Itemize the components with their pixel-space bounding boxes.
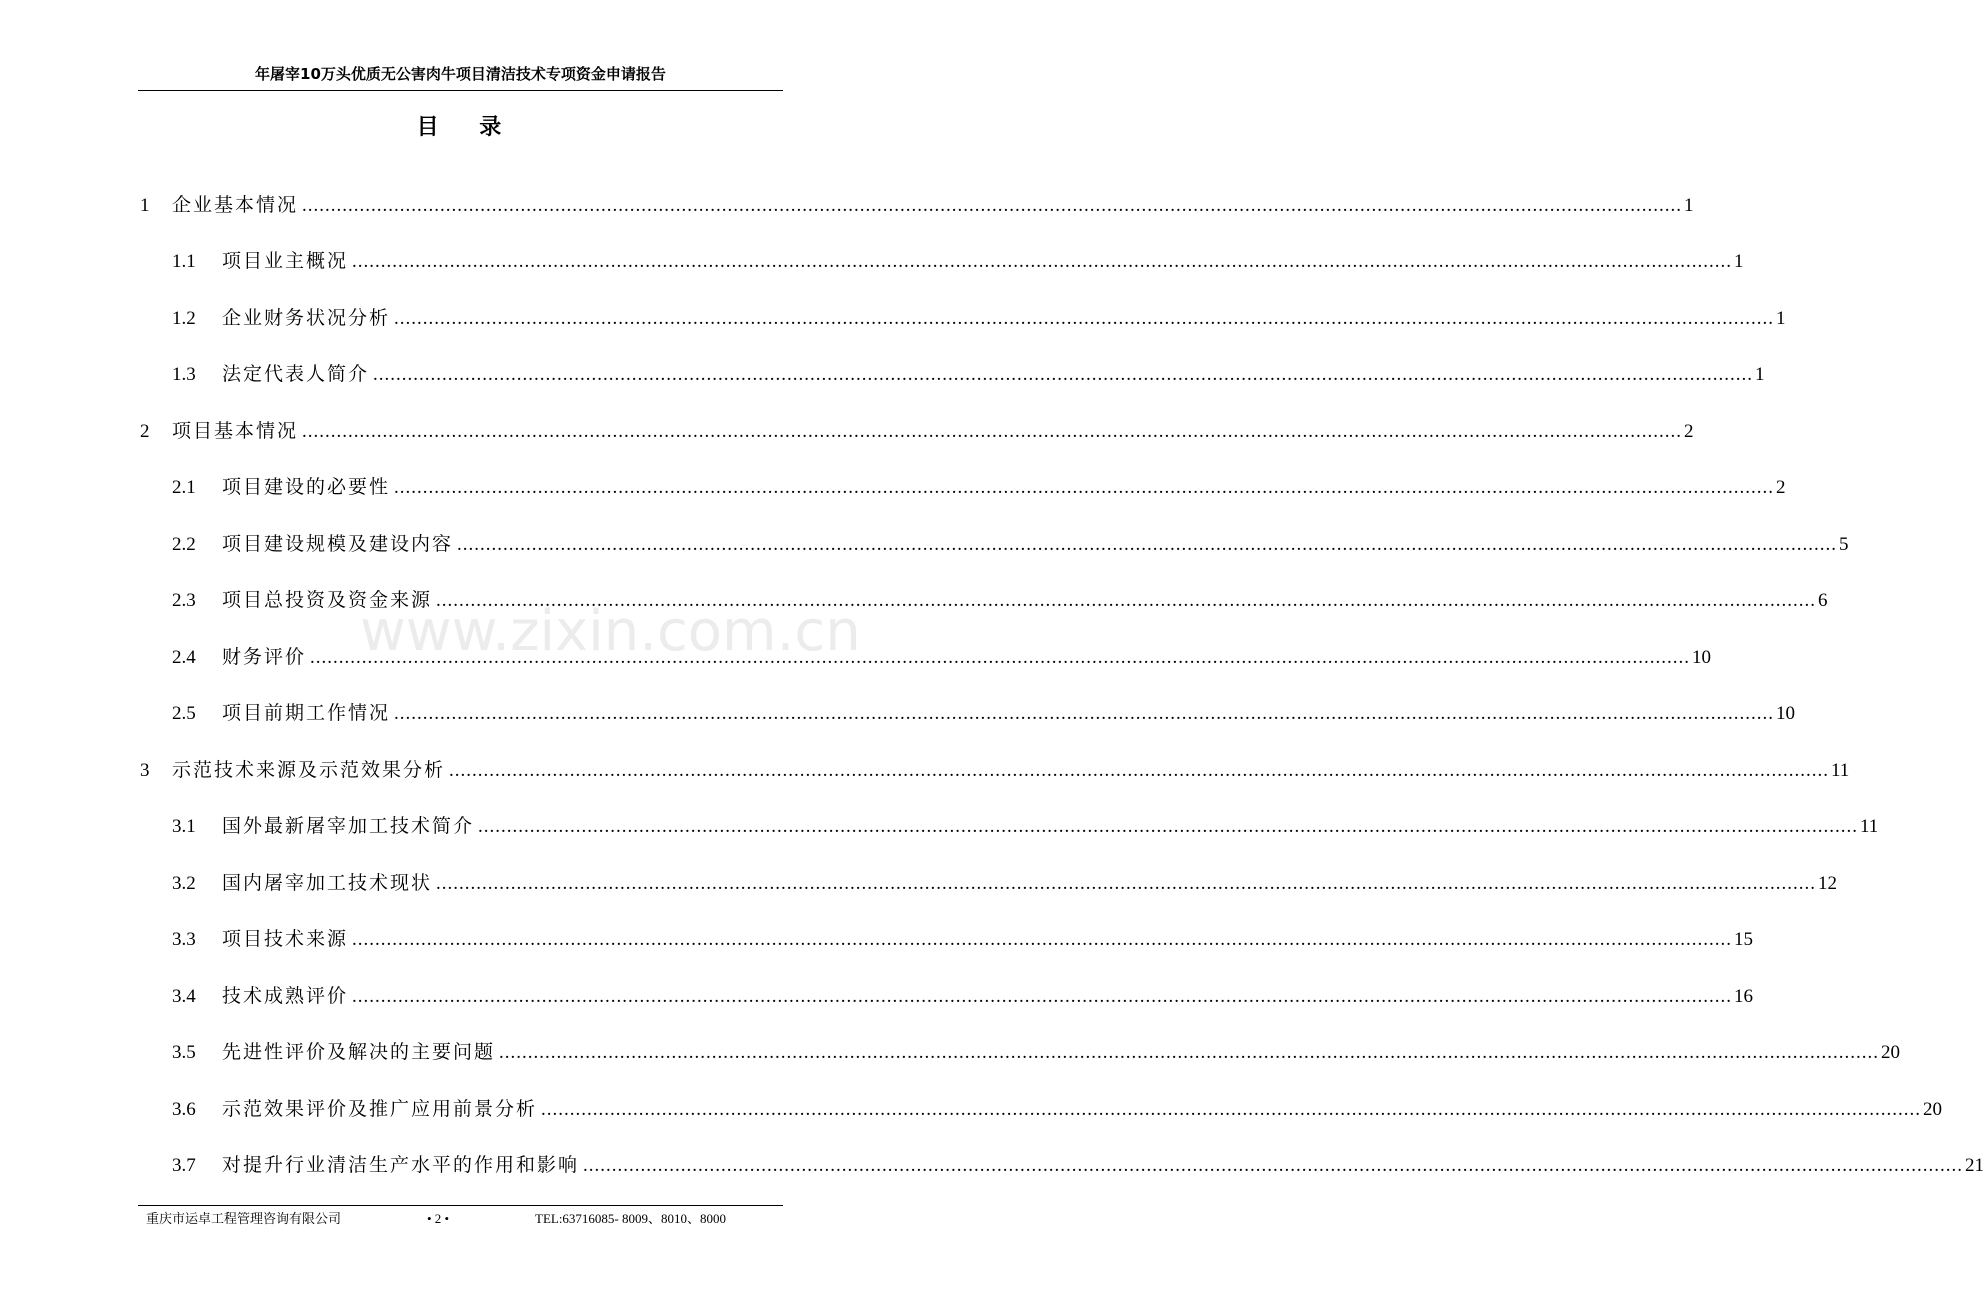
toc-entry-page: 21 xyxy=(1965,1155,1984,1176)
toc-title: 目 录 xyxy=(416,115,504,140)
toc-entry[interactable] xyxy=(172,922,1754,956)
toc-entry-number: 3 xyxy=(140,760,150,781)
toc-entry-page: 20 xyxy=(1881,1042,1901,1063)
toc-leader-dots: ................................................................................................................................................................................................................................................ xyxy=(499,1042,1880,1063)
toc-leader-dots: ................................................................................................................................................................................................................................................ xyxy=(352,929,1733,950)
toc-entry-page: 20 xyxy=(1923,1099,1943,1120)
toc-entry-page: 16 xyxy=(1734,986,1754,1007)
toc-entry-title: 对提升行业清洁生产水平的作用和影响 xyxy=(222,1154,580,1176)
toc-entry[interactable] xyxy=(172,583,1828,617)
toc-entry[interactable] xyxy=(172,640,1712,674)
toc-entry-page: 2 xyxy=(1776,477,1786,498)
toc-entry-title: 法定代表人简介 xyxy=(222,363,370,385)
toc-leader-dots: ................................................................................................................................................................................................................................................ xyxy=(302,195,1683,216)
toc-entry[interactable] xyxy=(172,527,1849,561)
toc-leader-dots: ................................................................................................................................................................................................................................................ xyxy=(436,873,1817,894)
toc-entry-title: 国外最新屠宰加工技术简介 xyxy=(222,815,475,837)
toc-entry[interactable] xyxy=(172,1092,1943,1126)
toc-entry-page: 1 xyxy=(1684,195,1694,216)
toc-leader-dots: ................................................................................................................................................................................................................................................ xyxy=(310,647,1691,668)
toc-entry[interactable] xyxy=(172,979,1754,1013)
toc-entry[interactable] xyxy=(172,696,1796,730)
toc-entry-title: 项目前期工作情况 xyxy=(222,702,391,724)
toc-entry-number: 3.2 xyxy=(172,873,196,894)
toc-entry[interactable] xyxy=(172,470,1786,504)
toc-entry-page: 2 xyxy=(1684,421,1694,442)
header-title: 年屠宰10万头优质无公害肉牛项目清洁技术专项资金申请报告 xyxy=(255,65,666,83)
toc-leader-dots: ................................................................................................................................................................................................................................................ xyxy=(394,703,1775,724)
toc-leader-dots: ................................................................................................................................................................................................................................................ xyxy=(394,477,1775,498)
toc-leader-dots: ................................................................................................................................................................................................................................................ xyxy=(478,816,1859,837)
footer-company: 重庆市运卓工程管理咨询有限公司 xyxy=(146,1211,342,1226)
toc-entry-page: 11 xyxy=(1860,816,1879,837)
toc-entry-title: 先进性评价及解决的主要问题 xyxy=(222,1041,496,1063)
toc-entry-title: 国内屠宰加工技术现状 xyxy=(222,872,433,894)
toc-leader-dots: ................................................................................................................................................................................................................................................ xyxy=(583,1155,1964,1176)
toc-entry-title: 项目建设规模及建设内容 xyxy=(222,533,454,555)
page-header xyxy=(138,62,783,91)
toc-entry-title: 项目基本情况 xyxy=(172,420,299,442)
toc-entry[interactable] xyxy=(172,244,1744,278)
toc-entry[interactable] xyxy=(172,809,1879,843)
page-footer xyxy=(138,1205,783,1232)
toc-entry-title: 企业基本情况 xyxy=(172,194,299,216)
toc-entry-title: 项目技术来源 xyxy=(222,928,349,950)
footer-page-number: • 2 • xyxy=(427,1211,450,1226)
toc-entry-page: 6 xyxy=(1818,590,1828,611)
toc-leader-dots: ................................................................................................................................................................................................................................................ xyxy=(457,534,1838,555)
toc-entry[interactable] xyxy=(172,1148,1984,1182)
toc-entry[interactable] xyxy=(172,357,1765,391)
toc-entry-page: 5 xyxy=(1839,534,1849,555)
toc-entry-page: 10 xyxy=(1776,703,1796,724)
toc-entry-page: 15 xyxy=(1734,929,1754,950)
toc-entry-title: 财务评价 xyxy=(222,646,307,668)
footer-telephone: TEL:63716085- 8009、8010、8000 xyxy=(535,1211,727,1226)
toc-entry-number: 1.3 xyxy=(172,364,196,385)
toc-entry[interactable] xyxy=(140,188,1694,222)
toc-entry-number: 2 xyxy=(140,421,150,442)
toc-entry-page: 11 xyxy=(1831,760,1850,781)
toc-leader-dots: ................................................................................................................................................................................................................................................ xyxy=(436,590,1817,611)
toc-entry-title: 技术成熟评价 xyxy=(222,985,349,1007)
toc-entry-title: 项目总投资及资金来源 xyxy=(222,589,433,611)
toc-entry-number: 2.2 xyxy=(172,534,196,555)
toc-leader-dots: ................................................................................................................................................................................................................................................ xyxy=(373,364,1754,385)
toc-leader-dots: ................................................................................................................................................................................................................................................ xyxy=(541,1099,1922,1120)
toc-entry-number: 3.3 xyxy=(172,929,196,950)
toc-entry[interactable] xyxy=(140,414,1694,448)
toc-entry[interactable] xyxy=(172,301,1786,335)
toc-leader-dots: ................................................................................................................................................................................................................................................ xyxy=(394,308,1775,329)
toc-leader-dots: ................................................................................................................................................................................................................................................ xyxy=(302,421,1683,442)
toc-entry[interactable] xyxy=(172,866,1838,900)
toc-entry-number: 2.1 xyxy=(172,477,196,498)
toc-entry-title: 项目业主概况 xyxy=(222,250,349,272)
toc-entry-number: 3.5 xyxy=(172,1042,196,1063)
toc-entry-title: 企业财务状况分析 xyxy=(222,307,391,329)
toc-entry-number: 1.2 xyxy=(172,308,196,329)
toc-entry-number: 3.6 xyxy=(172,1099,196,1120)
toc-entry-title: 示范效果评价及推广应用前景分析 xyxy=(222,1098,538,1120)
toc-entry-number: 2.5 xyxy=(172,703,196,724)
watermark: www.zixin.com.cn xyxy=(360,599,861,664)
toc-entry-number: 1.1 xyxy=(172,251,196,272)
toc-entry[interactable] xyxy=(140,753,1850,787)
toc-entry-number: 3.4 xyxy=(172,986,196,1007)
toc-entry-number: 2.4 xyxy=(172,647,196,668)
toc-leader-dots: ................................................................................................................................................................................................................................................ xyxy=(449,760,1830,781)
toc-entry-title: 项目建设的必要性 xyxy=(222,476,391,498)
toc-entry-title: 示范技术来源及示范效果分析 xyxy=(172,759,446,781)
toc-entry-page: 1 xyxy=(1755,364,1765,385)
toc-entry-page: 1 xyxy=(1776,308,1786,329)
toc-entry-number: 3.1 xyxy=(172,816,196,837)
toc-entry-page: 1 xyxy=(1734,251,1744,272)
toc-entry[interactable] xyxy=(172,1035,1901,1069)
toc-entry-page: 12 xyxy=(1818,873,1838,894)
toc-entry-number: 2.3 xyxy=(172,590,196,611)
toc-entry-number: 3.7 xyxy=(172,1155,196,1176)
toc-entry-page: 10 xyxy=(1692,647,1712,668)
toc-entry-number: 1 xyxy=(140,195,150,216)
toc-leader-dots: ................................................................................................................................................................................................................................................ xyxy=(352,986,1733,1007)
toc-leader-dots: ................................................................................................................................................................................................................................................ xyxy=(352,251,1733,272)
